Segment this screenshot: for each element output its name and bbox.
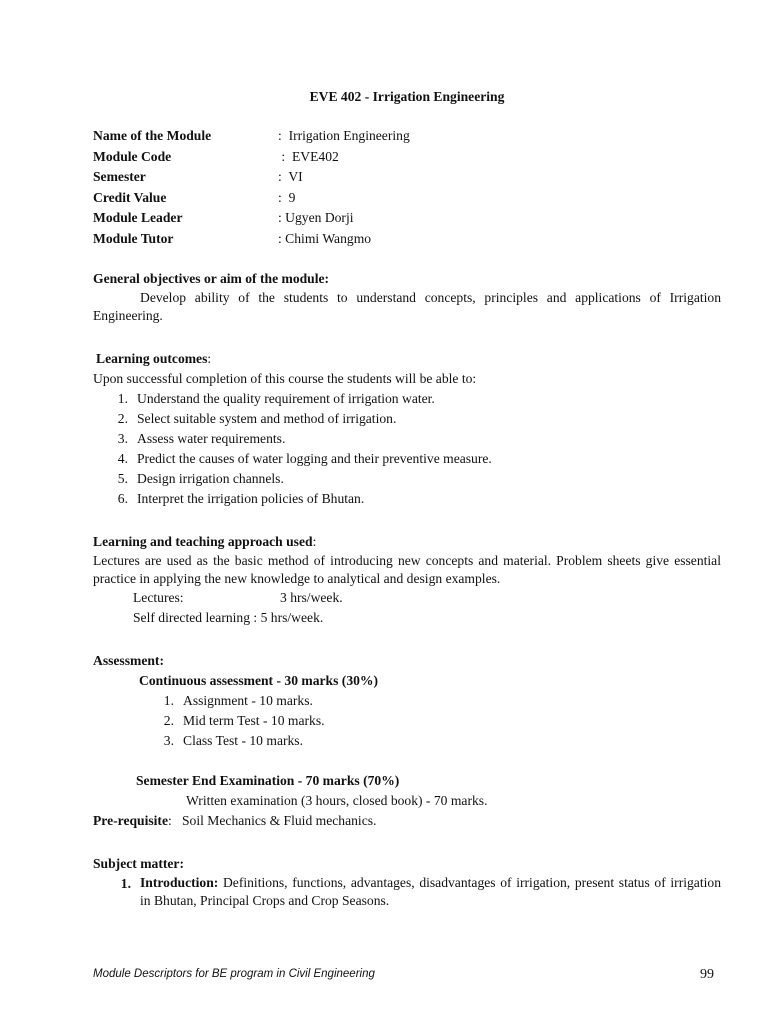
info-label: Module Leader <box>93 210 183 226</box>
objectives-section <box>93 269 721 325</box>
list-number: 2. <box>117 411 128 426</box>
info-label: Module Code <box>93 148 172 164</box>
self-study-value: 5 hrs/week. <box>260 610 324 625</box>
lectures-value: 3 hrs/week. <box>280 590 343 605</box>
prerequisite-label: Pre-requisite <box>93 813 168 828</box>
objectives-text: Develop ability of the students to understand concepts, principles and applications of Irrigation Engineering. <box>93 290 721 323</box>
approach-heading: Learning and teaching approach used <box>93 534 313 549</box>
list-number: 5. <box>117 471 128 486</box>
outcomes-colon: : <box>207 351 212 366</box>
list-text: Assess water requirements. <box>137 431 286 446</box>
list-item <box>102 449 721 469</box>
info-row-semester <box>93 167 721 188</box>
page-title: EVE 402 - Irrigation Engineering <box>309 89 505 104</box>
list-number: 3. <box>117 431 128 446</box>
outcomes-heading-line <box>93 349 721 369</box>
info-row-leader <box>93 208 721 229</box>
semester-exam-heading: Semester End Examination - 70 marks (70%) <box>136 773 400 788</box>
info-label: Semester <box>93 169 146 185</box>
footer-text: Module Descriptors for BE program in Civil Engineering <box>93 968 375 980</box>
list-number: 2. <box>163 713 174 728</box>
outcomes-section <box>93 349 721 509</box>
info-row-code <box>93 147 721 168</box>
list-number: 1. <box>163 693 174 708</box>
assessment-section <box>93 651 721 831</box>
semester-exam-text: Written examination (3 hours, closed book) - 70 marks. <box>186 793 488 808</box>
page-number: 99 <box>700 967 714 982</box>
list-text: Predict the causes of water logging and their preventive measure. <box>137 451 492 466</box>
list-text: Mid term Test - 10 marks. <box>183 713 325 728</box>
list-item <box>102 409 721 429</box>
lectures-label: Lectures: <box>133 590 184 605</box>
approach-section <box>93 532 721 628</box>
list-text: Assignment - 10 marks. <box>183 693 313 708</box>
approach-colon: : <box>312 534 317 549</box>
list-number: 1. <box>117 391 128 406</box>
objectives-heading: General objectives or aim of the module: <box>93 271 330 286</box>
list-item <box>102 389 721 409</box>
subject-item-body: Definitions, functions, advantages, disadvantages of irrigation, present status of irrigation in Bhutan, Principal Crops and Crop Seasons. <box>140 875 721 908</box>
prerequisite-value: Soil Mechanics & Fluid mechanics. <box>181 813 377 828</box>
list-item <box>148 691 721 711</box>
list-number: 3. <box>163 733 174 748</box>
info-label: Name of the Module <box>93 128 212 143</box>
self-study-label: Self directed learning : <box>133 610 258 625</box>
list-item <box>102 469 721 489</box>
list-item <box>148 711 721 731</box>
continuous-assessment-list <box>148 691 721 751</box>
info-value: : 9 <box>278 189 296 205</box>
info-row-name <box>93 126 721 147</box>
list-text: Understand the quality requirement of irrigation water. <box>137 391 435 406</box>
subject-item-title: Introduction: <box>140 875 219 890</box>
list-item <box>148 731 721 751</box>
prerequisite-line <box>93 811 721 831</box>
info-value: : Ugyen Dorji <box>278 210 354 226</box>
list-text: Select suitable system and method of irrigation. <box>137 411 397 426</box>
approach-heading-line <box>93 532 721 552</box>
subject-list <box>93 874 721 910</box>
info-value: : EVE402 <box>278 148 339 164</box>
outcomes-list <box>102 389 721 509</box>
assessment-heading: Assessment: <box>93 653 164 668</box>
info-label: Module Tutor <box>93 230 174 246</box>
info-row-credit <box>93 188 721 209</box>
approach-text: Lectures are used as the basic method of introducing new concepts and material. Problem sheets give essential practice in applying the new knowledge to analytical and design examples. <box>93 553 721 586</box>
subject-heading: Subject matter: <box>93 856 184 871</box>
list-text: Design irrigation channels. <box>137 471 284 486</box>
info-label: Credit Value <box>93 189 167 205</box>
info-row-tutor <box>93 229 721 250</box>
info-value: : VI <box>278 169 303 185</box>
module-info <box>93 126 721 250</box>
list-text: Class Test - 10 marks. <box>183 733 304 748</box>
list-item <box>93 874 721 910</box>
outcomes-intro: Upon successful completion of this course the students will be able to: <box>93 371 477 386</box>
info-value: : Irrigation Engineering <box>278 128 410 143</box>
info-value: : Chimi Wangmo <box>278 230 372 246</box>
outcomes-heading: Learning outcomes <box>96 351 208 366</box>
prerequisite-colon: : <box>168 813 172 828</box>
list-number: 6. <box>117 491 128 506</box>
list-number: 1. <box>120 876 131 891</box>
subject-item-text <box>140 874 721 910</box>
list-number: 4. <box>117 451 128 466</box>
list-item <box>102 489 721 509</box>
lectures-row <box>93 588 721 608</box>
list-text: Interpret the irrigation policies of Bhutan. <box>137 491 365 506</box>
list-item <box>102 429 721 449</box>
continuous-assessment-heading: Continuous assessment - 30 marks (30%) <box>139 673 379 688</box>
subject-section <box>93 854 721 910</box>
self-study-row <box>93 608 721 628</box>
